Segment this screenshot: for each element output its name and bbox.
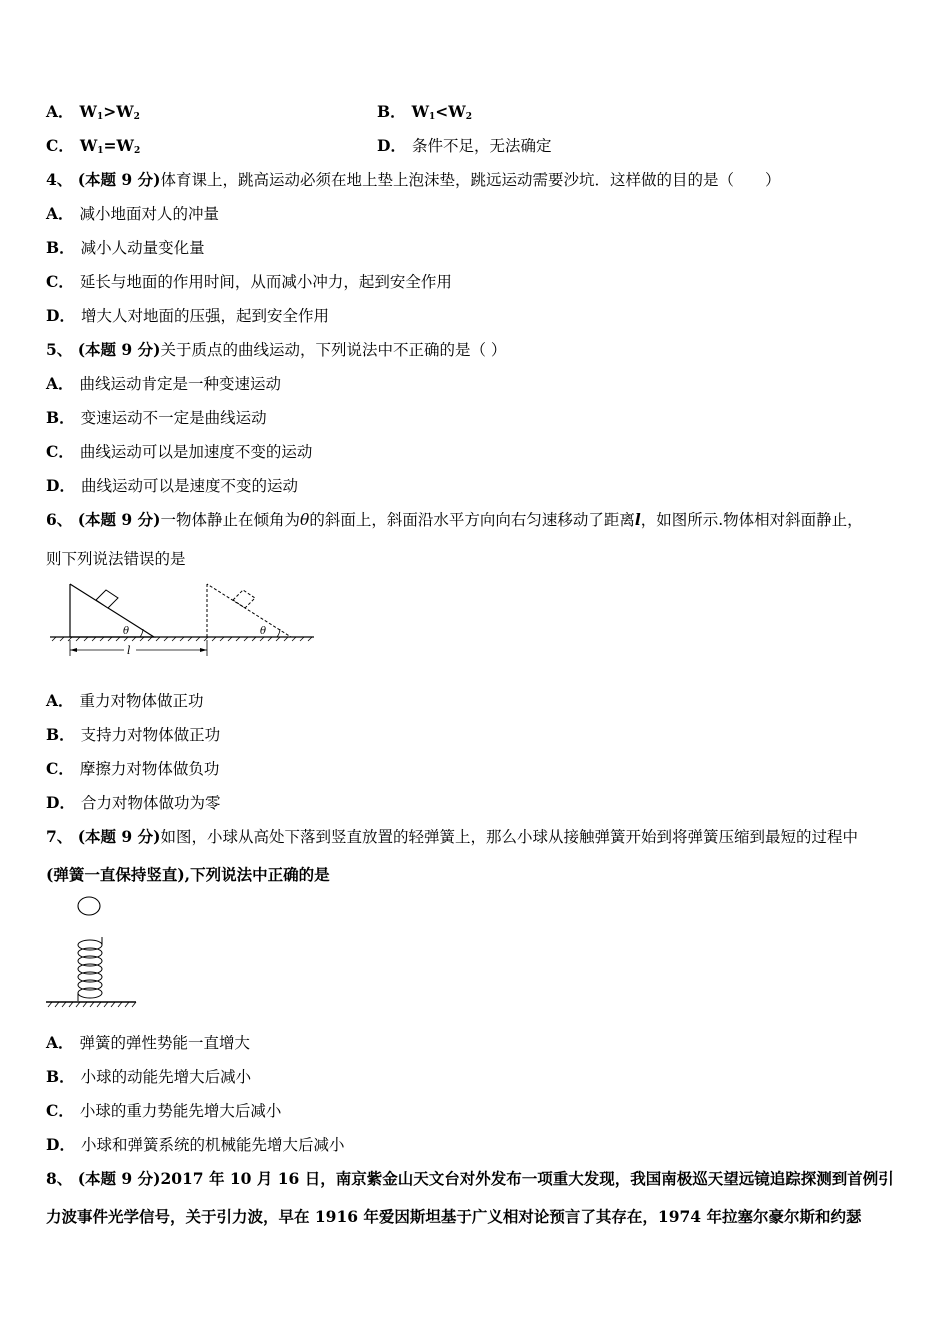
incline-dashed bbox=[207, 584, 291, 637]
q5-option-c: C． 曲线运动可以是加速度不变的运动 bbox=[46, 442, 313, 461]
theta-label-1: θ bbox=[123, 626, 130, 637]
q4-option-d: D． 增大人对地面的压强，起到安全作用 bbox=[46, 306, 329, 325]
angle-arc-1 bbox=[140, 629, 143, 637]
q8-stem-line2: 力波事件光学信号，关于引力波，早在 1916 年爱因斯坦基于广义相对论预言了其存在，1974 年拉塞尔豪尔斯和约瑟 bbox=[46, 1207, 862, 1226]
incline-solid bbox=[70, 584, 154, 637]
distance-label: l bbox=[127, 644, 131, 657]
q3-option-b: B． $W_1<W_2$ bbox=[377, 102, 472, 122]
incline-figure bbox=[46, 578, 318, 660]
ball bbox=[78, 897, 100, 915]
q4-option-a: A． 减小地面对人的冲量 bbox=[46, 204, 220, 223]
q6-option-a: A． 重力对物体做正功 bbox=[46, 691, 204, 710]
floor-hatching bbox=[48, 1002, 136, 1007]
q7-option-c: C． 小球的重力势能先增大后减小 bbox=[46, 1101, 282, 1120]
arrow-left bbox=[70, 648, 77, 652]
q4-stem: 4、 (本题 9 分)体育课上，跳高运动必须在地上垫上泡沫垫，跳远运动需要沙坑．这样做的目的是（ ） bbox=[46, 170, 781, 189]
q6-option-c: C． 摩擦力对物体做负功 bbox=[46, 759, 220, 778]
q4-option-b: B． 减小人动量变化量 bbox=[46, 238, 205, 257]
block-dashed bbox=[233, 590, 255, 608]
q5-stem: 5、 (本题 9 分)关于质点的曲线运动，下列说法中不正确的是（ ） bbox=[46, 340, 507, 359]
q3-option-d: D． 条件不足，无法确定 bbox=[377, 136, 552, 155]
block-solid bbox=[96, 590, 118, 608]
q3-option-a: A． $W_1>W_2$ bbox=[46, 102, 140, 122]
q3-option-c: C． $W_1=W_2$ bbox=[46, 136, 141, 156]
theta-label-2: θ bbox=[260, 626, 267, 637]
q7-option-a: A． 弹簧的弹性势能一直增大 bbox=[46, 1033, 251, 1052]
q6-option-b: B． 支持力对物体做正功 bbox=[46, 725, 221, 744]
q4-option-c: C． 延长与地面的作用时间，从而减小冲力，起到安全作用 bbox=[46, 272, 452, 291]
q5-option-a: A． 曲线运动肯定是一种变速运动 bbox=[46, 374, 282, 393]
spring-coil bbox=[78, 937, 102, 1001]
q6-option-d: D． 合力对物体做功为零 bbox=[46, 793, 221, 812]
q5-option-d: D． 曲线运动可以是速度不变的运动 bbox=[46, 476, 298, 495]
q6-stem-line2: 则下列说法错误的是 bbox=[46, 550, 186, 568]
q5-option-b: B． 变速运动不一定是曲线运动 bbox=[46, 408, 267, 427]
q8-stem: 8、 (本题 9 分)2017 年 10 月 16 日，南京紫金山天文台对外发布一项重大发现，我国南极巡天望远镜追踪探测到首例引 bbox=[46, 1169, 894, 1188]
q6-stem: 6、 (本题 9 分)一物体静止在倾角为θ的斜面上，斜面沿水平方向向右匀速移动了距离l，如图所示.物体相对斜面静止， bbox=[46, 510, 863, 529]
angle-arc-2 bbox=[277, 629, 280, 637]
arrow-right bbox=[200, 648, 207, 652]
q7-option-d: D． 小球和弹簧系统的机械能先增大后减小 bbox=[46, 1135, 345, 1154]
q7-stem: 7、 (本题 9 分)如图，小球从高处下落到竖直放置的轻弹簧上，那么小球从接触弹簧开始到将弹簧压缩到最短的过程中 bbox=[46, 827, 858, 846]
q7-stem-line2: (弹簧一直保持竖直),下列说法中正确的是 bbox=[46, 865, 330, 884]
spring-figure bbox=[44, 893, 140, 1011]
q7-option-b: B． 小球的动能先增大后减小 bbox=[46, 1067, 252, 1086]
